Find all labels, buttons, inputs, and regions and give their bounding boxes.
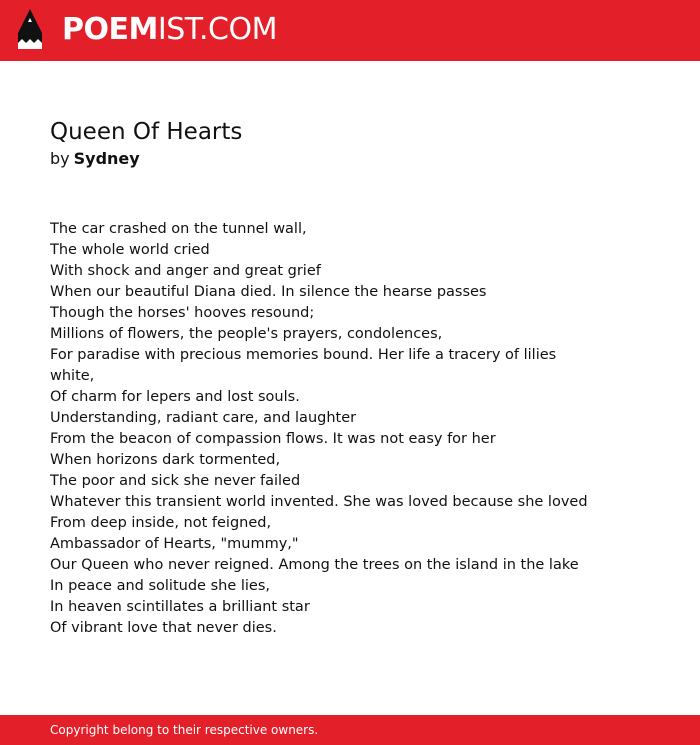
logo-link[interactable] [0, 0, 277, 61]
copyright-text: Copyright belong to their respective owners. [50, 723, 319, 737]
poem-line: Whatever this transient world invented. She was loved because she loved [50, 494, 588, 510]
poem-line: Of vibrant love that never dies. [50, 620, 277, 636]
poem-line: Millions of flowers, the people's prayers, condolences, [50, 326, 443, 342]
poem-line: Of charm for lepers and lost souls. [50, 389, 300, 405]
byline [50, 149, 140, 169]
poem-line: white, [50, 368, 95, 384]
poem-line: Understanding, radiant care, and laughter [50, 410, 357, 426]
site-logo [62, 12, 277, 48]
site-header [0, 0, 700, 61]
poem-line: Though the horses' hooves resound; [50, 305, 315, 321]
author-link[interactable]: Sydney [73, 149, 140, 168]
poem-line: Our Queen who never reigned. Among the trees on the island in the lake [50, 557, 579, 573]
poem-line: The poor and sick she never failed [50, 473, 301, 489]
logo-light-text: IST.COM [157, 12, 277, 47]
poem-line: The whole world cried [50, 242, 210, 258]
poem-line: Ambassador of Hearts, "mummy," [50, 536, 299, 552]
poem-line: With shock and anger and great grief [50, 263, 321, 279]
poem-body [50, 219, 588, 639]
poem-line: In peace and solitude she lies, [50, 578, 270, 594]
logo-bold-text: POEM [62, 12, 158, 47]
site-footer [0, 715, 700, 745]
poem-line: In heaven scintillates a brilliant star [50, 599, 310, 615]
poem-line: From deep inside, not feigned, [50, 515, 272, 531]
poem-line: When horizons dark tormented, [50, 452, 281, 468]
poem-line: When our beautiful Diana died. In silence the hearse passes [50, 284, 487, 300]
poem-line: For paradise with precious memories bound. Her life a tracery of lilies [50, 347, 557, 363]
by-label: by [50, 149, 70, 168]
poem-line: From the beacon of compassion flows. It was not easy for her [50, 431, 496, 447]
poem-line: The car crashed on the tunnel wall, [50, 221, 307, 237]
pencil-tip-icon [17, 9, 43, 51]
poem-title: Queen Of Hearts [50, 119, 243, 145]
